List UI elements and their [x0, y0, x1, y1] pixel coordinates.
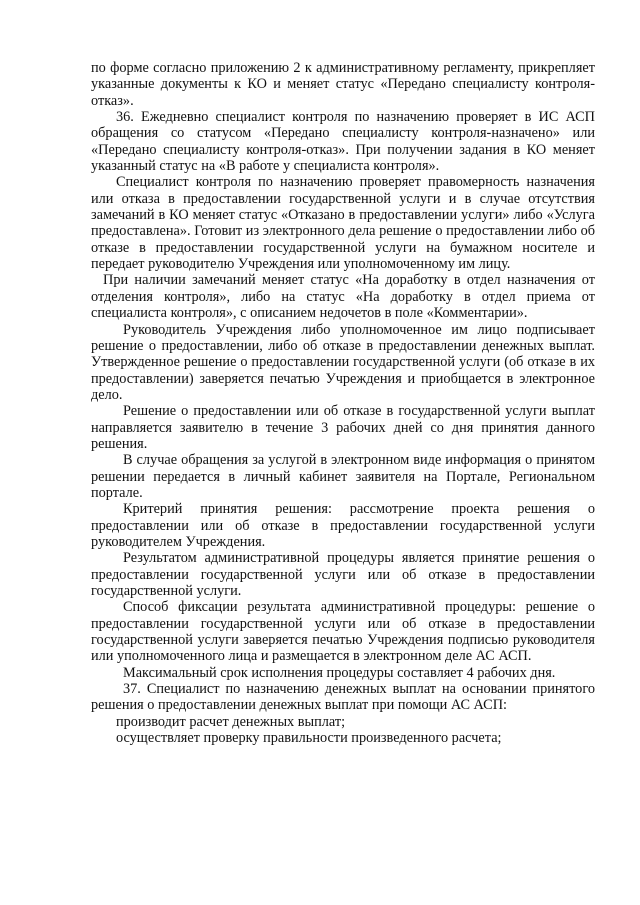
paragraph-36: 36. Ежедневно специалист контроля по назначению проверяет в ИС АСП обращения со статусом «Передано специалисту контроля-назначено» или «Передано специалисту контроля-отказ». При получении задания в КО меняет указанный статус на «В работе у специалиста контроля».: [91, 109, 595, 175]
paragraph-electronic-form: В случае обращения за услугой в электронном виде информация о принятом решении передается в личный кабинет заявителя на Портале, Региональном портале.: [91, 452, 595, 501]
list-item: осуществляет проверку правильности произведенного расчета;: [116, 730, 502, 747]
paragraph-fixation: Способ фиксации результата административной процедуры: решение о предоставлении государственной услуги или об отказе в предоставлении государственной услуги заверяется печатью Учреждения подписью руководителя или уполномоченного лица и размещается в электронном деле АС АСП.: [91, 599, 595, 665]
paragraph-criterion: Критерий принятия решения: рассмотрение проекта решения о предоставлении или об отказе в предоставлении государственной услуги руководителем Учреждения.: [91, 501, 595, 550]
paragraph-control-check: Специалист контроля по назначению проверяет правомерность назначения или отказа в предоставлении государственной услуги и в случае отсутствия замечаний в КО меняет статус «Отказано в предоставлении услуги» либо «Услуга предоставлена». Готовит из электронного дела решение о предоставлении либо об отказе в предоставлении государственной услуги на бумажном носителе и передает руководителю Учреждения или уполномоченному им лицу.: [91, 174, 595, 273]
paragraph-remarks: При наличии замечаний меняет статус «На доработку в отдел назначения от отделения контроля», либо на статус «На доработку в отдел приема от специалиста контроля», с описанием недочетов в поле «Комментарии».: [91, 272, 595, 322]
paragraph-decision-sent: Решение о предоставлении или об отказе в государственной услуги выплат направляется заявителю в течение 3 рабочих дней со дня принятия данного решения.: [91, 403, 595, 452]
paragraph-max-term: Максимальный срок исполнения процедуры составляет 4 рабочих дня.: [123, 664, 556, 681]
document-page: [91, 60, 595, 746]
paragraph-result: Результатом административной процедуры является принятие решения о предоставлении государственной услуги или об отказе в предоставлении государственной услуги.: [91, 550, 595, 599]
paragraph-head-signs: Руководитель Учреждения либо уполномоченное им лицо подписывает решение о предоставлении, либо об отказе в предоставлении денежных выплат. Утвержденное решение о предоставлении государственной услуги (об отказе в их предоставлении) заверяется печатью Учреждения и приобщается в электронное дело.: [91, 321, 595, 403]
paragraph-continuation: по форме согласно приложению 2 к административному регламенту, прикрепляет указанные документы к КО и меняет статус «Передано специалисту контроля-отказ».: [91, 60, 595, 109]
list-item: производит расчет денежных выплат;: [116, 713, 346, 730]
paragraph-37: 37. Специалист по назначению денежных выплат на основании принятого решения о предоставлении денежных выплат при помощи АС АСП:: [91, 681, 595, 714]
